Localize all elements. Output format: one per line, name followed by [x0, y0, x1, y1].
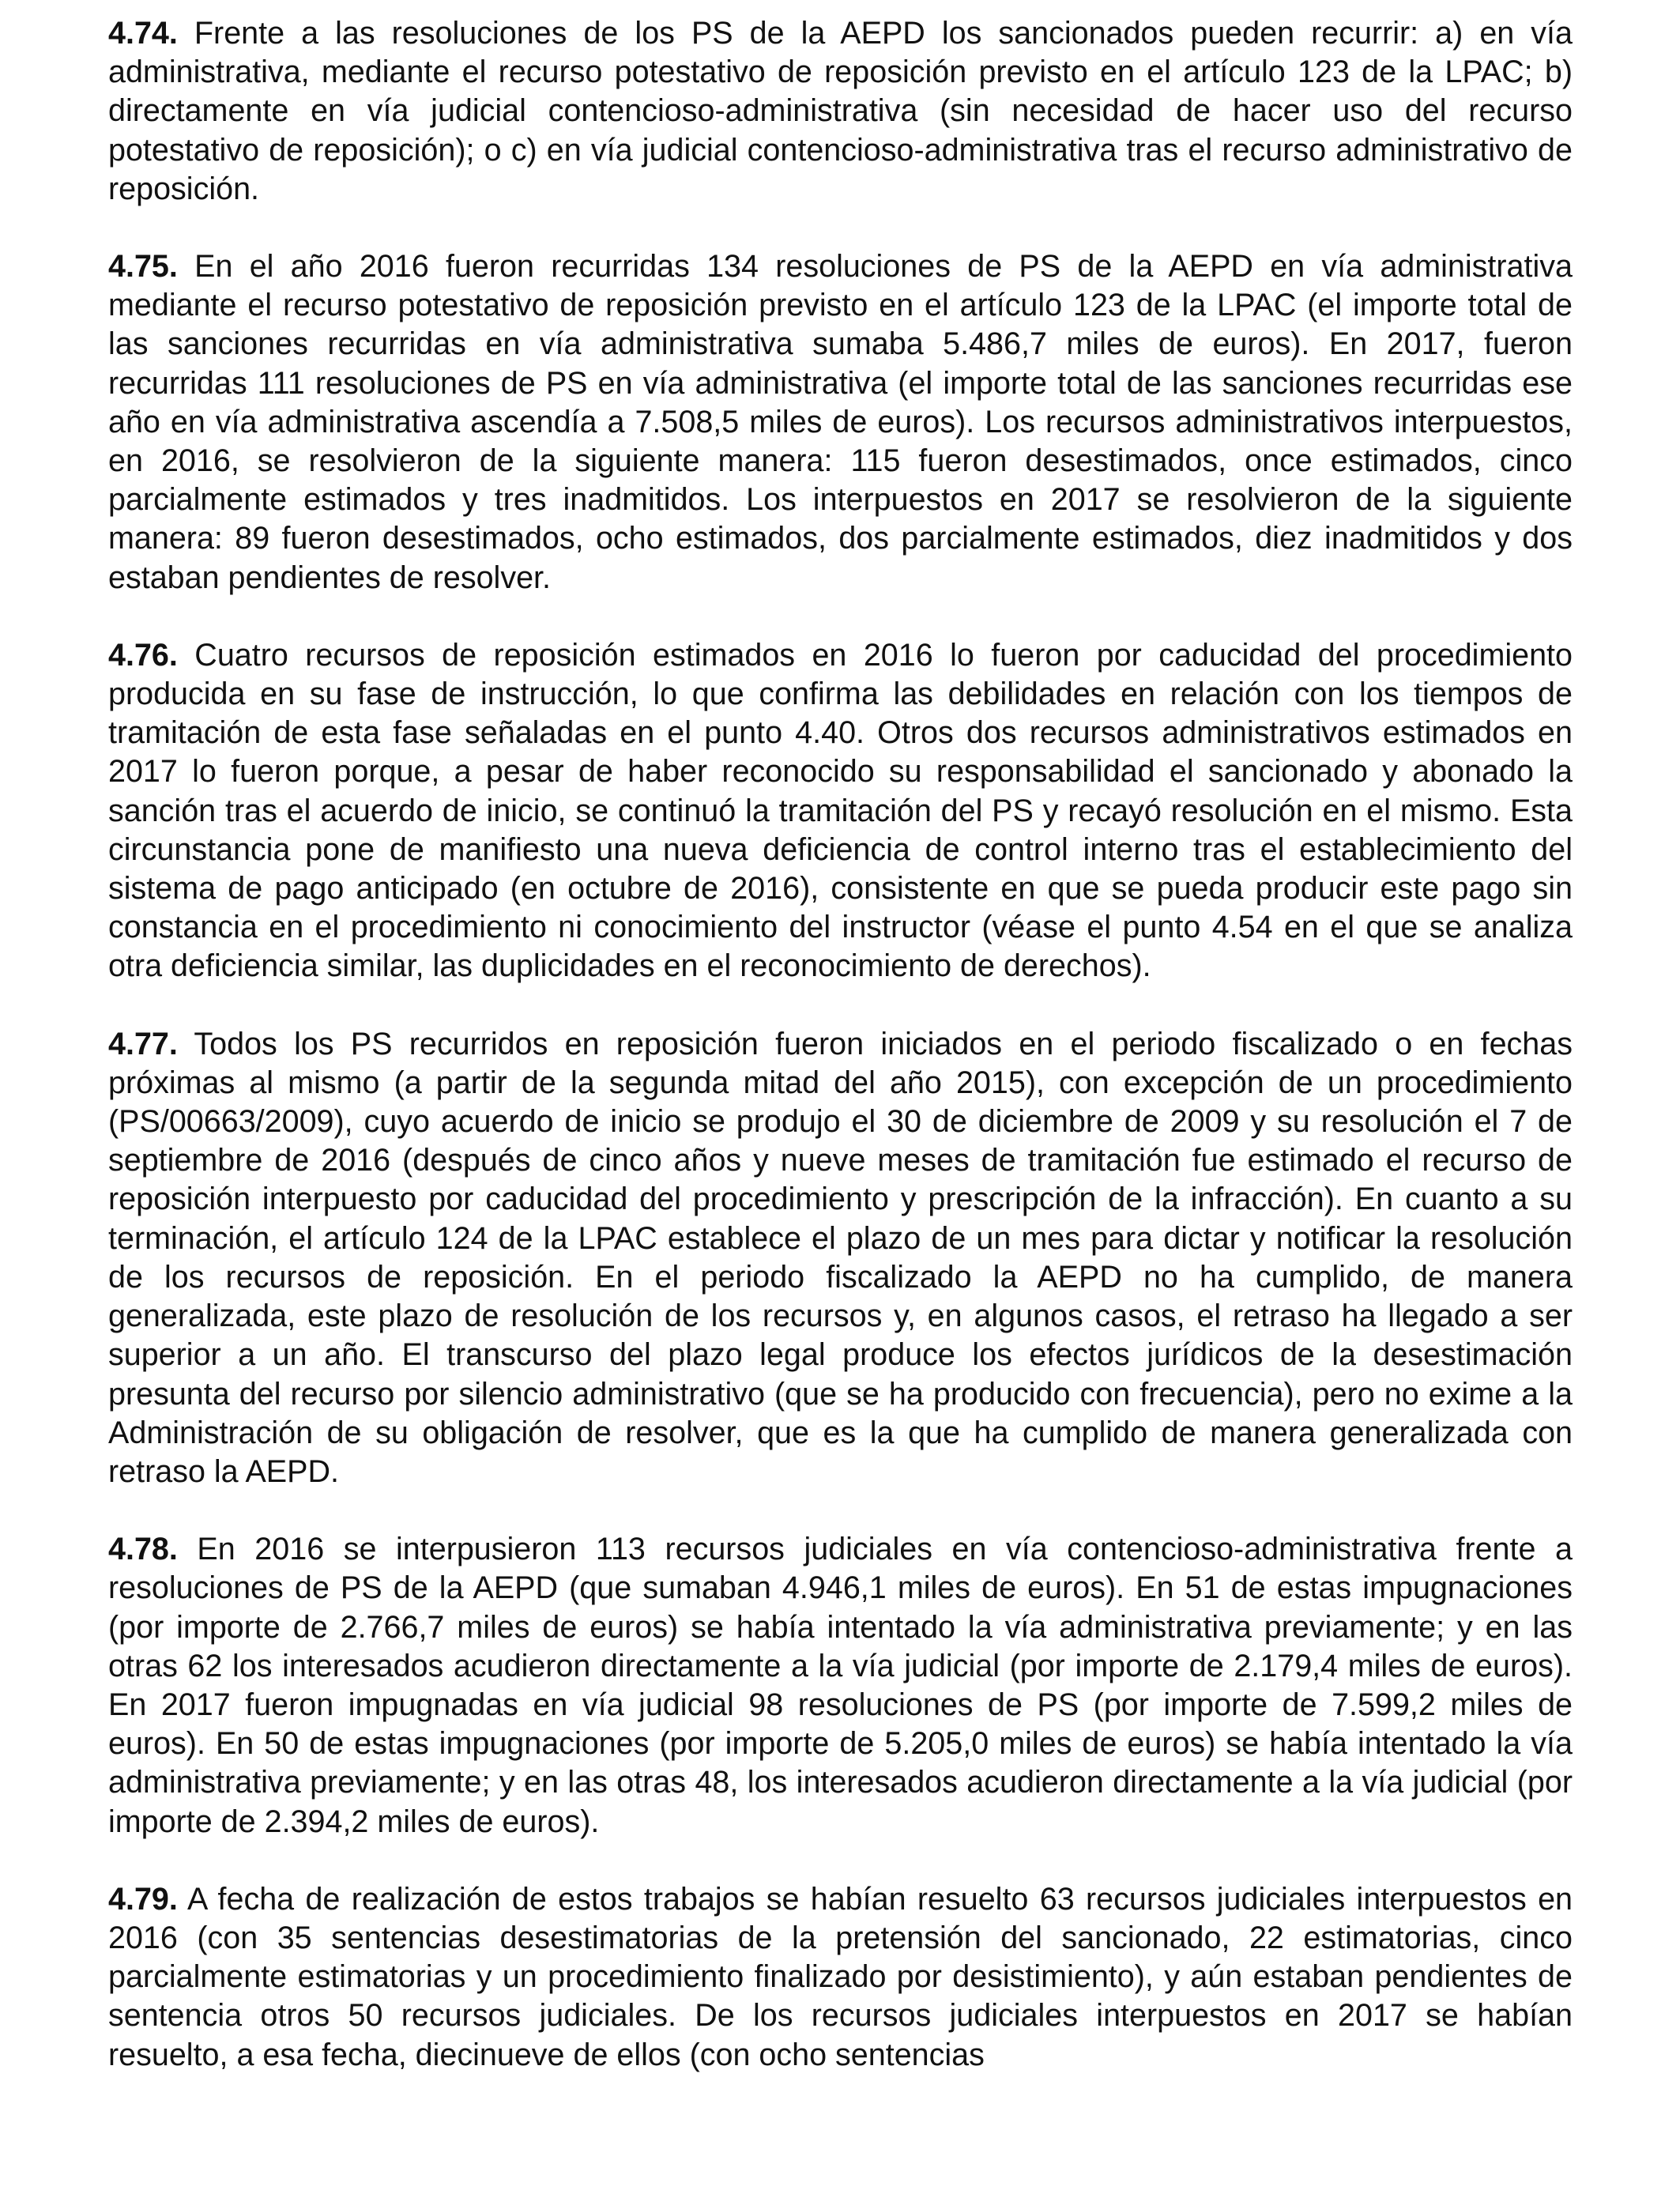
paragraph-4-78 — [108, 1530, 1573, 1842]
paragraph-text: Frente a las resoluciones de los PS de la AEPD los sancionados pueden recurrir: a) en vía administrativa, mediante el recurso potestativo de reposición previsto en el artículo 123 de la LPAC; b) directamente en vía judicial contencioso-administrativa (sin necesidad de hacer uso del recurso potestativo de reposición); o c) en vía judicial contencioso-administrativa tras el recurso administrativo de reposición. — [108, 16, 1573, 206]
document-page — [108, 14, 1573, 2113]
paragraph-text: A fecha de realización de estos trabajos se habían resuelto 63 recursos judiciales interpuestos en 2016 (con 35 sentencias desestimatorias de la pretensión del sancionado, 22 estimatorias, cinco parcialmente estimatorias y un procedimiento finalizado por desistimiento), y aún estaban pendientes de sentencia otros 50 recursos judiciales. De los recursos judiciales interpuestos en 2017 se habían resuelto, a esa fecha, diecinueve de ellos (con ocho sentencias — [108, 1881, 1573, 2072]
paragraph-number: 4.79. — [108, 1881, 178, 1917]
paragraph-4-76 — [108, 636, 1573, 986]
paragraph-4-79 — [108, 1880, 1573, 2075]
paragraph-number: 4.74. — [108, 16, 178, 51]
paragraph-4-77 — [108, 1025, 1573, 1491]
paragraph-text: En 2016 se interpusieron 113 recursos judiciales en vía contencioso-administrativa frente a resoluciones de PS de la AEPD (que sumaban 4.946,1 miles de euros). En 51 de estas impugnaciones (por importe de 2.766,7 miles de euros) se había intentado la vía administrativa previamente; y en las otras 62 los interesados acudieron directamente a la vía judicial (por importe de 2.179,4 miles de euros). En 2017 fueron impugnadas en vía judicial 98 resoluciones de PS (por importe de 7.599,2 miles de euros). En 50 de estas impugnaciones (por importe de 5.205,0 miles de euros) se había intentado la vía administrativa previamente; y en las otras 48, los interesados acudieron directamente a la vía judicial (por importe de 2.394,2 miles de euros). — [108, 1532, 1573, 1839]
paragraph-number: 4.75. — [108, 249, 178, 285]
paragraph-text: Cuatro recursos de reposición estimados en 2016 lo fueron por caducidad del procedimiento producida en su fase de instrucción, lo que confirma las debilidades en relación con los tiempos de tramitación de esta fase señaladas en el punto 4.40. Otros dos recursos administrativos estimados en 2017 lo fueron porque, a pesar de haber reconocido su responsabilidad el sancionado y abonado la sanción tras el acuerdo de inicio, se continuó la tramitación del PS y recayó resolución en el mismo. Esta circunstancia pone de manifiesto una nueva deficiencia de control interno tras el establecimiento del sistema de pago anticipado (en octubre de 2016), consistente en que se pueda producir este pago sin constancia en el procedimiento ni conocimiento del instructor (véase el punto 4.54 en el que se analiza otra deficiencia similar, las duplicidades en el reconocimiento de derechos). — [108, 637, 1573, 984]
paragraph-text: Todos los PS recurridos en reposición fueron iniciados en el periodo fiscalizado o en fechas próximas al mismo (a partir de la segunda mitad del año 2015), con excepción de un procedimiento (PS/00663/2009), cuyo acuerdo de inicio se produjo el 30 de diciembre de 2009 y su resolución el 7 de septiembre de 2016 (después de cinco años y nueve meses de tramitación fue estimado el recurso de reposición interpuesto por caducidad del procedimiento y prescripción de la infracción). En cuanto a su terminación, el artículo 124 de la LPAC establece el plazo de un mes para dictar y notificar la resolución de los recursos de reposición. En el periodo fiscalizado la AEPD no ha cumplido, de manera generalizada, este plazo de resolución de los recursos y, en algunos casos, el retraso ha llegado a ser superior a un año. El transcurso del plazo legal produce los efectos jurídicos de la desestimación presunta del recurso por silencio administrativo (que se ha producido con frecuencia), pero no exime a la Administración de su obligación de resolver, que es la que ha cumplido de manera generalizada con retraso la AEPD. — [108, 1026, 1573, 1489]
paragraph-number: 4.77. — [108, 1026, 178, 1061]
paragraph-number: 4.78. — [108, 1532, 178, 1567]
paragraph-text: En el año 2016 fueron recurridas 134 resoluciones de PS de la AEPD en vía administrativa mediante el recurso potestativo de reposición previsto en el artículo 123 de la LPAC (el importe total de las sanciones recurridas en vía administrativa sumaba 5.486,7 miles de euros). En 2017, fueron recurridas 111 resoluciones de PS en vía administrativa (el importe total de las sanciones recurridas ese año en vía administrativa ascendía a 7.508,5 miles de euros). Los recursos administrativos interpuestos, en 2016, se resolvieron de la siguiente manera: 115 fueron desestimados, once estimados, cinco parcialmente estimados y tres inadmitidos. Los interpuestos en 2017 se resolvieron de la siguiente manera: 89 fueron desestimados, ocho estimados, dos parcialmente estimados, diez inadmitidos y dos estaban pendientes de resolver. — [108, 249, 1573, 595]
paragraph-number: 4.76. — [108, 637, 178, 673]
paragraph-4-75 — [108, 247, 1573, 598]
paragraph-4-74 — [108, 14, 1573, 209]
